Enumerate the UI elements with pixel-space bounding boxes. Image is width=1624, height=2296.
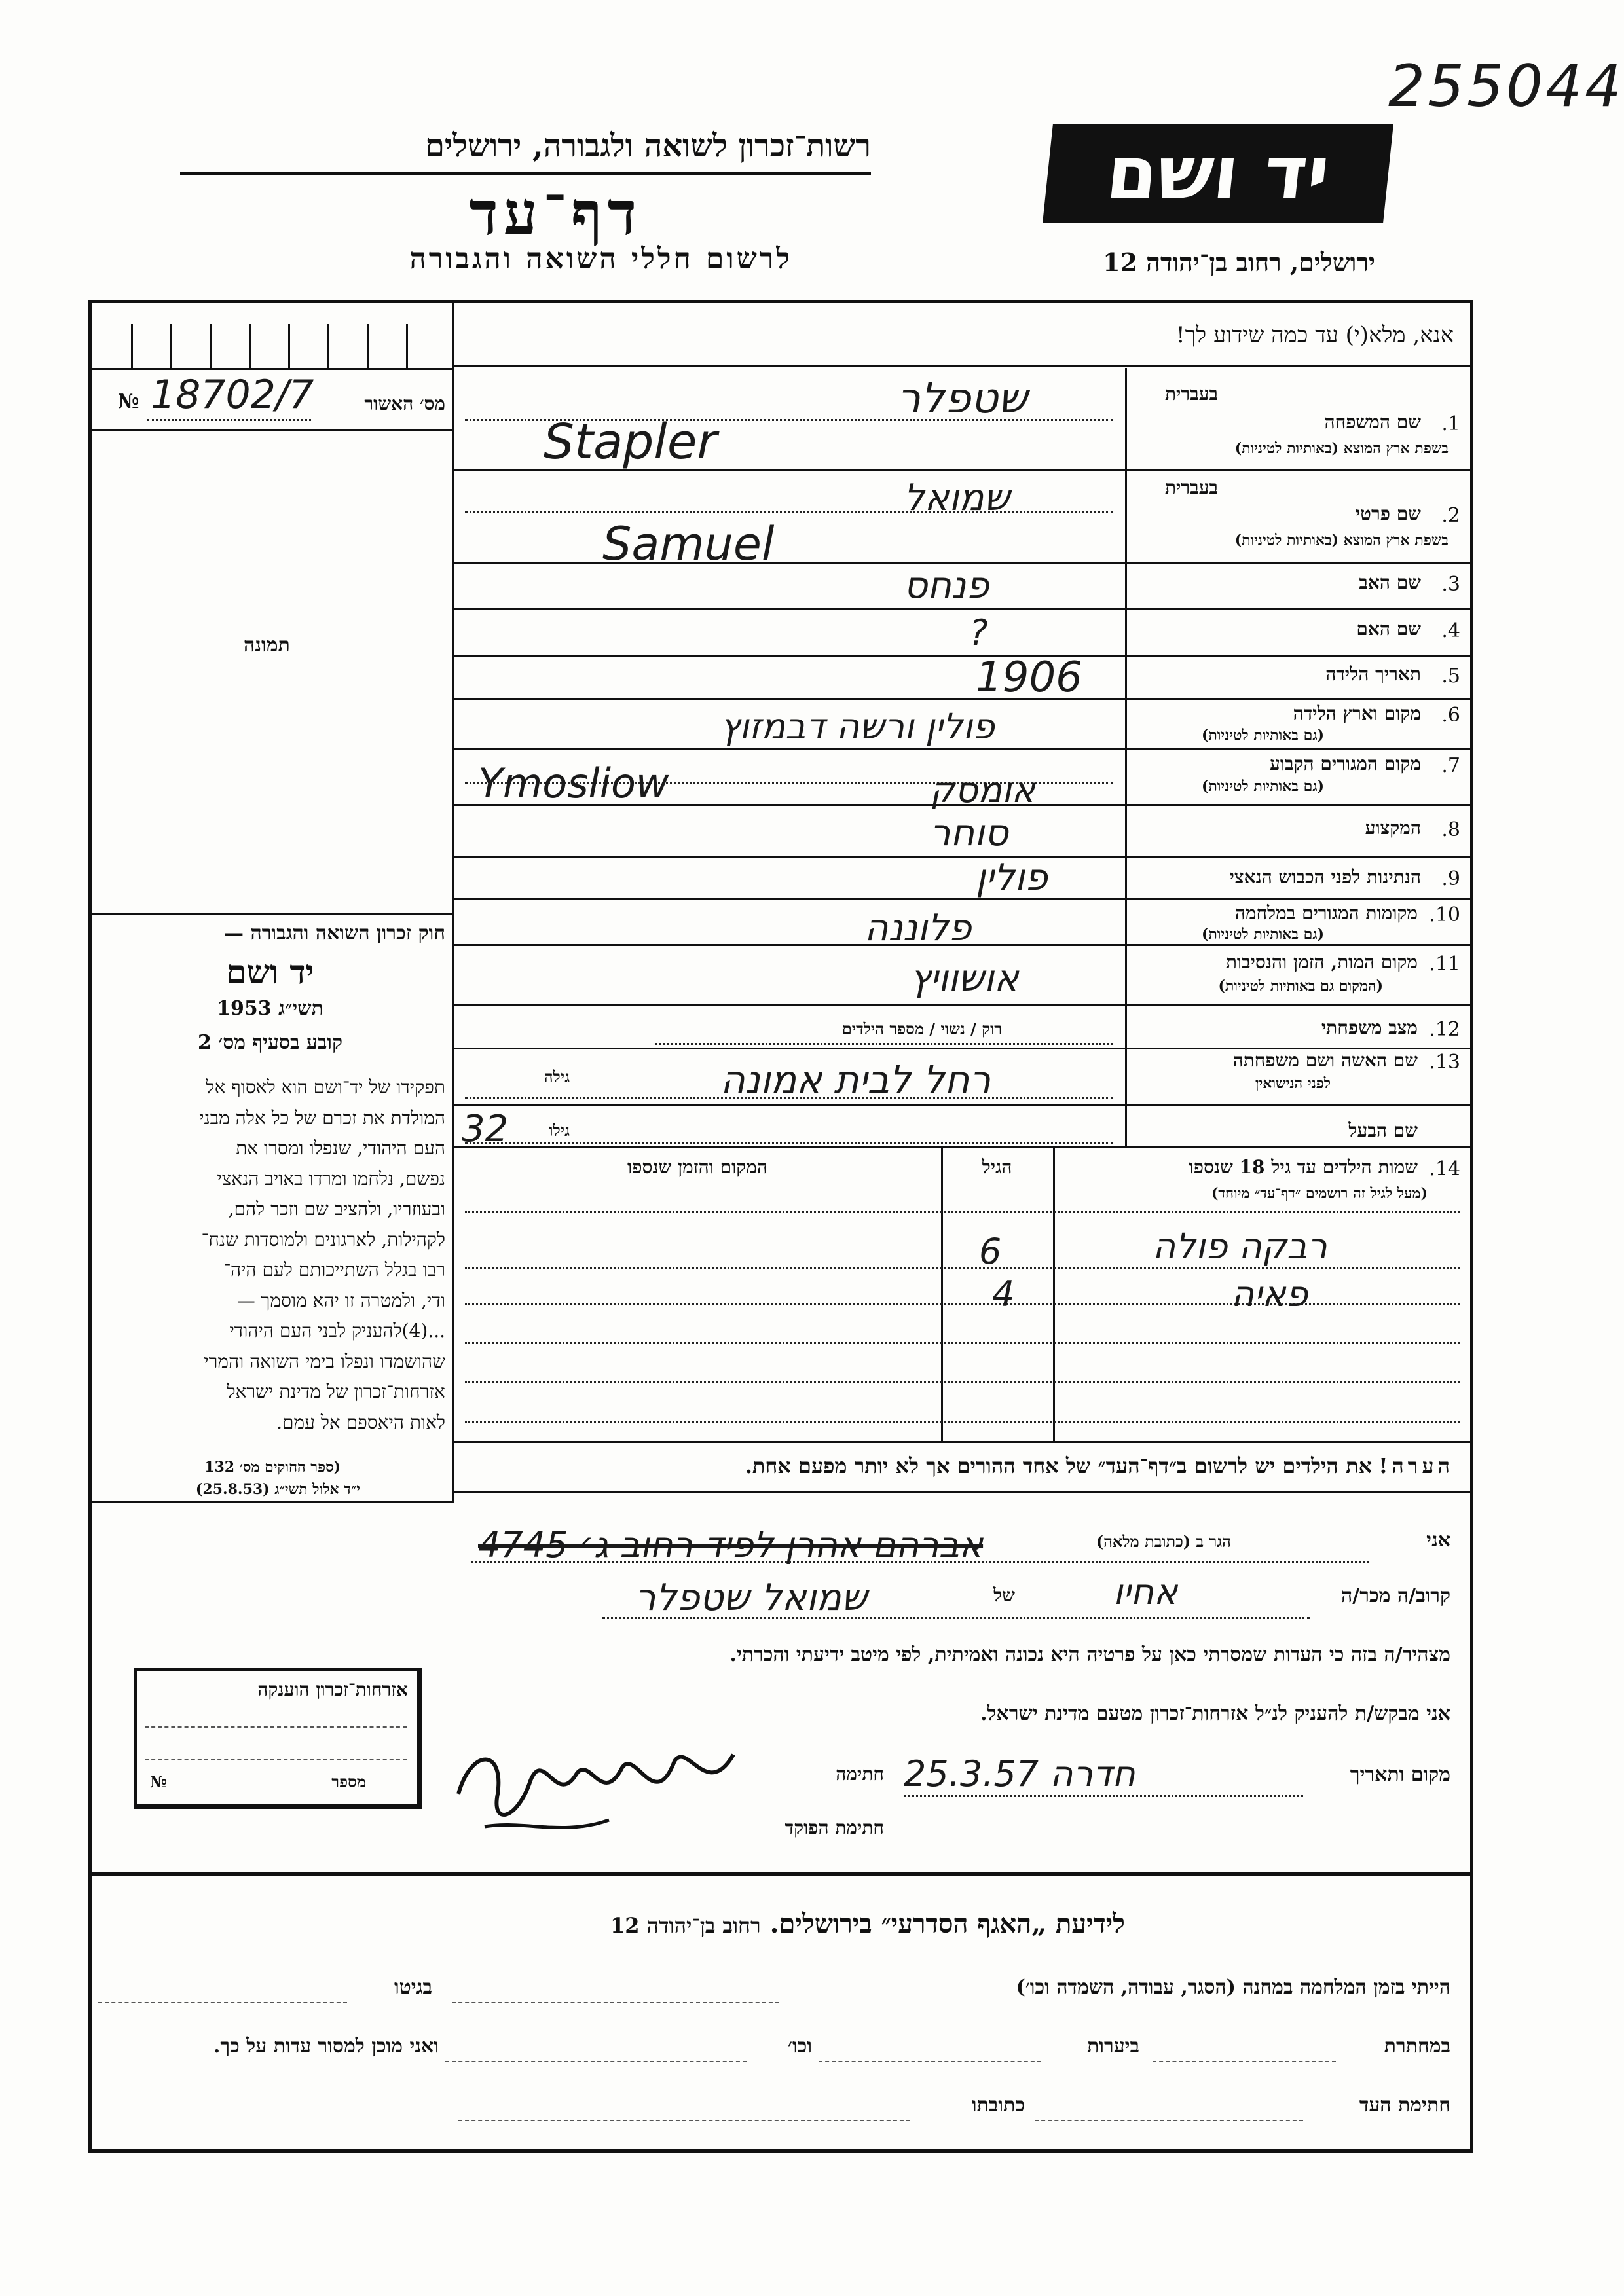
field-13-label: שם האשה ושם משפחתה xyxy=(1232,1049,1418,1071)
note-label: הערה! xyxy=(1378,1453,1454,1478)
field-2-sub: בשפת ארץ המוצא (באותיות לטיניות) xyxy=(1234,532,1449,549)
law-body-line: לקהילות, לארגונים ולמוסדות שנח־ xyxy=(201,1228,445,1250)
field-7-value-latin: Ymosliow xyxy=(478,759,669,807)
approval-line xyxy=(92,429,452,431)
bottom-line-1-end: בגיטו xyxy=(394,1976,432,1999)
field-7-sub: (גם באותיות לטיניות) xyxy=(1201,778,1324,795)
value-dotted-line xyxy=(465,1097,1113,1099)
children-bottom-line xyxy=(454,1441,1470,1443)
field-2-num: 2. xyxy=(1441,504,1460,527)
bottom-line-1: הייתי בזמן המלחמה במחנה (הסגר, עבודה, השמדה וכו׳) xyxy=(1016,1976,1450,1999)
decl-place-date-label: מקום ותאריך xyxy=(1350,1763,1450,1786)
bottom-fill-line xyxy=(819,2061,1041,2062)
note xyxy=(458,1453,1454,1478)
approval-tick xyxy=(288,324,290,368)
field-3-label: שם האב xyxy=(1359,572,1421,593)
bottom-witness-signature-label: חתימת העד xyxy=(1359,2094,1450,2117)
form-title: דף־עד xyxy=(469,178,642,249)
field-7-value-hebrew: אומסק xyxy=(930,769,1035,811)
field-9-label: הנתינות לפני הכבוש הנאצי xyxy=(1229,866,1421,888)
bottom-address-label: כתובתו xyxy=(971,2094,1025,2117)
decl-dotted-line xyxy=(602,1617,1310,1619)
intro-text: אנא, מלא(י) עד כמה שידוע לך! xyxy=(1175,322,1454,348)
field-13-num: 13. xyxy=(1429,1051,1460,1074)
field-10-value: פלוננה xyxy=(864,907,972,949)
husband-age-label: גילו xyxy=(549,1121,570,1140)
decl-place-date-value: חדרה 25.3.57 xyxy=(904,1753,1135,1795)
field-2-value-hebrew: שמואל xyxy=(904,477,1010,519)
husband-age-value: 32 xyxy=(462,1108,509,1150)
field-13-sub: לפני הנישואין xyxy=(1255,1075,1331,1092)
field-separator xyxy=(454,608,1470,610)
note-underline xyxy=(454,1491,1470,1493)
field-1-value-hebrew: שטפלר xyxy=(897,374,1028,423)
field-separator xyxy=(454,655,1470,657)
field-11-sub: (המקום גם באותיות לטיניות) xyxy=(1218,977,1383,994)
field-3-num: 3. xyxy=(1441,573,1460,596)
field-1-hebrew-tag: בעברית xyxy=(1164,383,1218,405)
bottom-forests: ביערות xyxy=(1086,2035,1139,2058)
field-separator xyxy=(454,856,1470,858)
field-11-num: 11. xyxy=(1429,953,1460,975)
law-box-top-line xyxy=(92,913,452,915)
approval-tick xyxy=(406,324,408,368)
value-dotted-line xyxy=(465,511,1113,513)
husband-label: שם הבעל xyxy=(1348,1120,1418,1141)
bottom-underground: במחתרת xyxy=(1384,2035,1450,2058)
decl-dotted-line xyxy=(471,1561,1369,1563)
approval-tick xyxy=(249,324,251,368)
decl-statement: מצהיר/ה בזה כי העדות שמסרתי כאן על פרטיה היא נכונה ואמיתית, לפי מיטב ידיעתי והכרתי. xyxy=(729,1643,1450,1666)
bottom-address: רחוב בן־יהודה 12 xyxy=(610,1913,761,1938)
children-row-line xyxy=(465,1342,1460,1344)
field-9-num: 9. xyxy=(1441,867,1460,890)
field-9-value: פולין xyxy=(976,856,1048,899)
approval-tick xyxy=(367,324,369,368)
field-7-num: 7. xyxy=(1441,754,1460,777)
logo-text: יד ושם xyxy=(1102,131,1334,216)
field-5-label: תאריך הלידה xyxy=(1325,663,1421,685)
field-6-label: מקום וארץ הלידה xyxy=(1293,702,1421,724)
law-body-line: ...(4)להעניק לבני העם היהודי xyxy=(229,1320,445,1341)
field-8-value: סוחר xyxy=(930,812,1008,854)
approval-tick xyxy=(131,324,133,368)
citizenship-number-label: מספר xyxy=(331,1772,366,1791)
children-row-line xyxy=(465,1381,1460,1383)
bottom-title-text: לידיעת „האגף הסדרעי״ בירושלים. xyxy=(769,1908,1125,1939)
decl-relative-label: קרוב/ה מכר/ה xyxy=(1341,1584,1450,1607)
field-4-num: 4. xyxy=(1441,619,1460,642)
decl-dotted-line xyxy=(904,1795,1303,1797)
field-2-label: שם פרטי xyxy=(1355,503,1421,524)
field-13-age-label: גילה xyxy=(544,1067,570,1086)
citizenship-box xyxy=(134,1668,422,1809)
decl-victim-name: שמואל שטפלר xyxy=(635,1576,868,1619)
bottom-fill-line xyxy=(452,2002,779,2003)
bottom-fill-line xyxy=(458,2120,910,2121)
citizenship-number-symbol: № xyxy=(150,1772,168,1791)
approval-number: 18702/7 xyxy=(151,372,314,418)
field-1-label: שם המשפחה xyxy=(1324,411,1421,433)
authority-line: רשות־זכרון לשואה ולגבורה, ירושלים xyxy=(424,128,871,164)
child-1-age: 6 xyxy=(979,1231,1002,1272)
decl-official-label: חתימת הפוקד xyxy=(784,1817,884,1838)
field-2-hebrew-tag: בעברית xyxy=(1164,477,1218,498)
field-13-value: רחל לבית אמונה xyxy=(720,1057,991,1102)
children-place-header: המקום והזמן שנספו xyxy=(627,1156,767,1178)
bottom-title xyxy=(458,1908,1277,1939)
law-body-line: המולדת את זכרם של כל אלה מבני xyxy=(199,1106,445,1129)
law-title: חוק זכרון השואה והגבורה — xyxy=(224,922,445,945)
law-body-line: העם היהודי, שנפלו ומסרו את xyxy=(236,1137,445,1159)
law-body-line: ודי, ולמטרה זו יהא מוסמך — xyxy=(236,1289,445,1311)
field-10-sub: (גם באותיות לטיניות) xyxy=(1201,926,1324,943)
children-age-divider-left xyxy=(941,1146,943,1441)
field-11-label: מקום המות, הזמן והנסיבות xyxy=(1225,951,1418,973)
decl-of: של xyxy=(993,1584,1015,1606)
children-row-line xyxy=(465,1211,1460,1213)
law-body-line: תפקידו של יד־ושם הוא לאסוף אל xyxy=(206,1076,445,1098)
children-row-line xyxy=(465,1267,1460,1269)
field-6-sub: (גם באותיות לטיניות) xyxy=(1201,727,1324,744)
bottom-section-divider xyxy=(92,1872,1470,1876)
bottom-line-2-end: ואני מוכן למסור עדות על כך. xyxy=(213,2035,439,2058)
left-column-divider xyxy=(452,303,454,1501)
approval-tick xyxy=(327,324,329,368)
bottom-etc: וכו׳ xyxy=(788,2035,812,2058)
law-body-line: שהושמדו ונפלו בימי השואה והמרי xyxy=(204,1350,445,1372)
approval-tick xyxy=(210,324,212,368)
law-clause: קובע בסעיף מס׳ 2 xyxy=(197,1031,343,1054)
decl-relative-value: אחיו xyxy=(1113,1571,1178,1613)
field-3-value: פנחס xyxy=(904,564,989,607)
law-body-line: רבו בגלל השתייכותם לעם היה־ xyxy=(223,1259,445,1281)
decl-request: אני מבקש/ת להעניק לנ״ל אזרחות־זכרון מטעם מדינת ישראל. xyxy=(980,1702,1450,1725)
law-body-line: אזרחות־זכרון של מדינת ישראל xyxy=(227,1381,445,1402)
witness-signature xyxy=(445,1722,747,1846)
child-2-name: פאיה xyxy=(1231,1273,1308,1315)
child-1-name: רבקה פולה xyxy=(1153,1226,1327,1267)
field-12-options: רוק / נשוי / מספר הילדים xyxy=(841,1019,1002,1038)
approval-label: מס׳ האשור xyxy=(364,393,445,414)
field-14-label: שמות הילדים עד גיל 18 שנספו xyxy=(1189,1156,1418,1178)
field-separator xyxy=(454,1146,1470,1148)
citizenship-title: אזרחות־זכרון הוענקה xyxy=(257,1679,408,1700)
approval-number-symbol: № xyxy=(118,390,139,413)
authority-underline xyxy=(180,172,871,175)
field-6-num: 6. xyxy=(1441,704,1460,727)
field-1-sub: בשפת ארץ המוצא (באותיות לטיניות) xyxy=(1234,440,1449,457)
children-row-line xyxy=(465,1303,1460,1305)
law-body xyxy=(98,1072,445,1438)
field-4-label: שם האם xyxy=(1356,618,1421,640)
decl-prefix: אני xyxy=(1426,1529,1450,1552)
law-body-line: נפשם, נלחמו ומרדו באויב הנאצי xyxy=(217,1167,445,1190)
archive-number: 255044 xyxy=(1388,52,1624,120)
yad-vashem-logo xyxy=(1043,124,1393,223)
law-ref-1: (ספר החוקים מס׳ 132 xyxy=(204,1459,341,1476)
field-14-num: 14. xyxy=(1429,1157,1460,1180)
law-year: תשי״ג 1953 xyxy=(217,997,323,1020)
law-body-line: לאות היאספם אל עמם. xyxy=(276,1411,445,1433)
field-8-label: המקצוע xyxy=(1365,817,1421,839)
citizenship-line xyxy=(145,1726,407,1728)
law-box-bottom-line xyxy=(92,1501,454,1503)
label-column-divider xyxy=(1125,368,1127,1146)
field-separator xyxy=(454,1104,1470,1106)
law-ref-2: י״ד אלול תשי״ג (25.8.53) xyxy=(195,1481,360,1498)
children-age-header: הגיל xyxy=(982,1156,1012,1178)
field-5-num: 5. xyxy=(1441,665,1460,687)
law-logo: יד ושם xyxy=(226,953,314,991)
field-12-num: 12. xyxy=(1429,1018,1460,1041)
address: ירושלים, רחוב בן־יהודה 12 xyxy=(1103,247,1375,277)
field-separator xyxy=(454,748,1470,750)
field-separator xyxy=(454,1004,1470,1006)
field-separator xyxy=(454,698,1470,700)
field-separator xyxy=(454,898,1470,900)
field-12-label: מצב משפחתי xyxy=(1321,1017,1418,1038)
field-6-value: פולין ורשה דבמזוץ xyxy=(720,706,995,747)
field-4-value: ? xyxy=(969,612,988,653)
decl-signature-label: חתימה xyxy=(836,1763,884,1785)
bottom-fill-line xyxy=(1153,2061,1336,2062)
note-text: את הילדים יש לרשום ב״דף־העד״ של אחד ההורים אך לא יותר מפעם אחת. xyxy=(745,1453,1373,1478)
children-row-line xyxy=(465,1421,1460,1423)
law-body-line: ובעוזריו, ולהציב שם וזכר להם, xyxy=(228,1198,445,1220)
children-age-divider-right xyxy=(1053,1146,1055,1441)
value-dotted-line xyxy=(655,1043,1113,1045)
field-10-label: מקומות המגורים במלחמה xyxy=(1234,902,1418,924)
child-2-age: 4 xyxy=(992,1273,1015,1315)
bottom-fill-line xyxy=(445,2061,747,2062)
bottom-fill-line xyxy=(1035,2120,1303,2121)
citizenship-line xyxy=(145,1759,407,1760)
photo-label: תמונה xyxy=(244,634,290,657)
field-2-value-latin: Samuel xyxy=(602,517,775,571)
intro-underline xyxy=(454,365,1470,367)
field-10-num: 10. xyxy=(1429,903,1460,926)
approval-tick xyxy=(170,324,172,368)
field-5-value: 1906 xyxy=(976,653,1082,702)
form-subtitle: לרשום חללי השואה והגבורה xyxy=(409,242,792,276)
approval-dotted-line xyxy=(147,419,311,421)
decl-address-label: הגר ב (כתובת מלאה) xyxy=(1096,1532,1231,1551)
field-7-label: מקום המגורים הקבוע xyxy=(1270,753,1421,774)
decl-line1-value: אברהם אהרן לפיד רחוב ג׳ 4745 xyxy=(478,1524,984,1565)
approval-strip-line xyxy=(92,368,452,370)
bottom-fill-line xyxy=(98,2002,347,2003)
field-1-num: 1. xyxy=(1441,412,1460,435)
field-14-sub: (מעל לגיל זה רושמים ״דף־עד״ מיוחד) xyxy=(1211,1185,1428,1202)
field-1-value-latin: Stapler xyxy=(544,414,717,470)
value-dotted-line xyxy=(465,1142,1113,1144)
field-11-value: אושוויץ xyxy=(910,957,1019,1000)
field-8-num: 8. xyxy=(1441,818,1460,841)
